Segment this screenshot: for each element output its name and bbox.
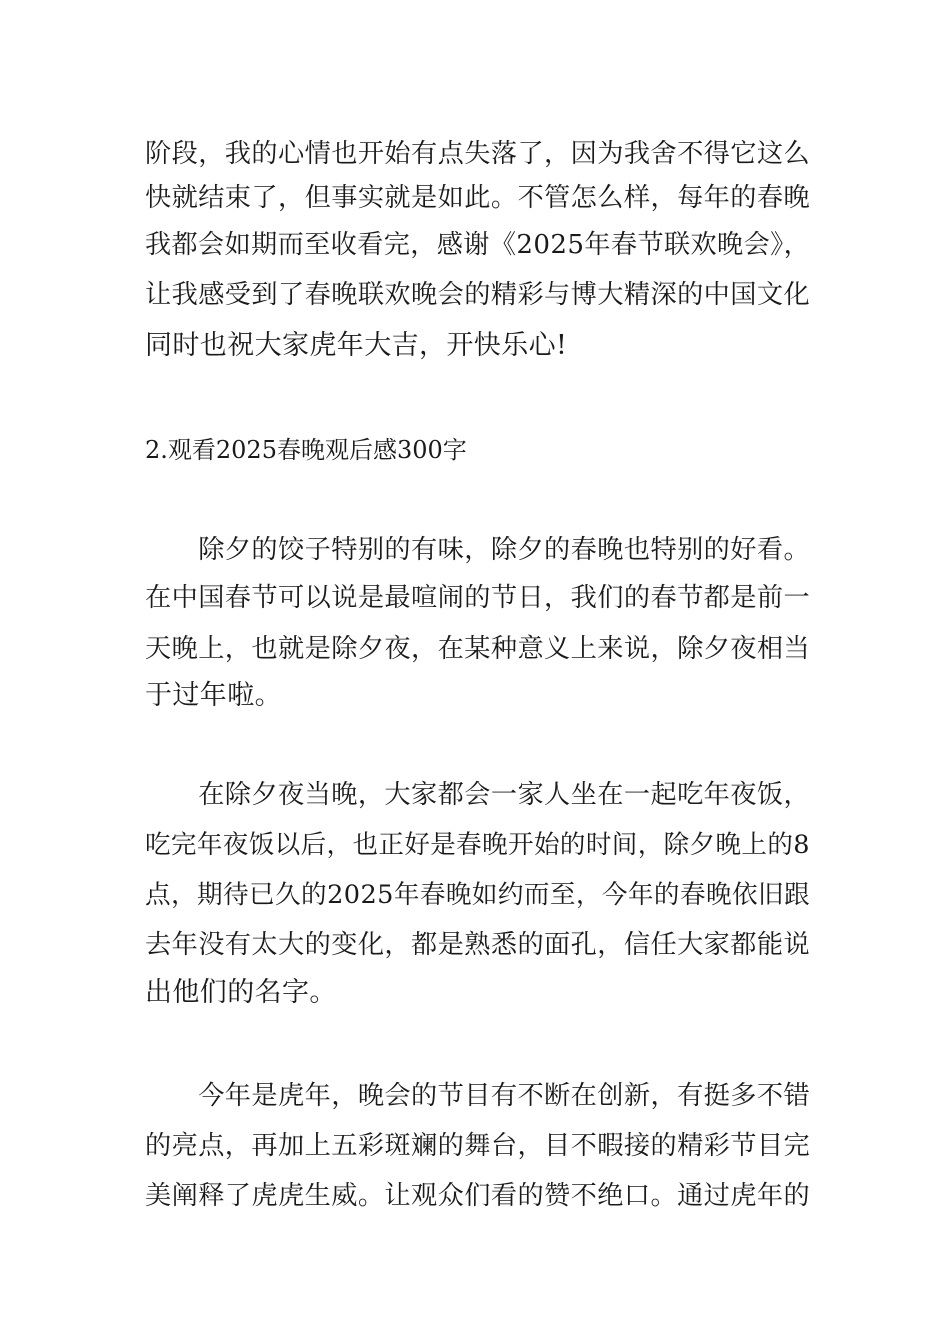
- paragraph-line: 出他们的名字。: [145, 977, 337, 1008]
- paragraph-line: 美阐释了虎虎生威。让观众们看的赞不绝口。通过虎年的: [145, 1181, 811, 1211]
- paragraph-line: 我都会如期而至收看完，感谢《2025年春节联欢晚会》，: [145, 230, 811, 260]
- paragraph-line: 于过年啦。: [145, 680, 282, 711]
- paragraph-line: 去年没有太大的变化，都是熟悉的面孔，信任大家都能说: [145, 930, 811, 960]
- section-heading: 2.观看2025春晚观后感300字: [145, 436, 467, 464]
- paragraph-line: 点，期待已久的2025年春晚如约而至，今年的春晚依旧跟: [145, 880, 810, 910]
- paragraph-line: 快就结束了，但事实就是如此。不管怎么样，每年的春晚: [145, 183, 811, 213]
- paragraph-line: 除夕的饺子特别的有味，除夕的春晚也特别的好看。: [145, 535, 811, 565]
- paragraph-line: 今年是虎年，晚会的节目有不断在创新，有挺多不错: [145, 1081, 811, 1111]
- paragraph-line: 在中国春节可以说是最喧闹的节日，我们的春节都是前一: [145, 583, 811, 613]
- paragraph-line: 在除夕夜当晚，大家都会一家人坐在一起吃年夜饭，: [145, 780, 811, 810]
- paragraph-line: 阶段，我的心情也开始有点失落了，因为我舍不得它这么: [145, 139, 811, 169]
- paragraph-line: 同时也祝大家虎年大吉，开快乐心!: [145, 330, 568, 361]
- paragraph-line: 吃完年夜饭以后，也正好是春晚开始的时间，除夕晚上的8: [145, 830, 810, 860]
- paragraph-line: 让我感受到了春晚联欢晚会的精彩与博大精深的中国文化: [145, 280, 811, 310]
- paragraph-line: 的亮点，再加上五彩斑斓的舞台，目不暇接的精彩节目完: [145, 1131, 811, 1161]
- paragraph-line: 天晚上，也就是除夕夜，在某种意义上来说，除夕夜相当: [145, 634, 811, 664]
